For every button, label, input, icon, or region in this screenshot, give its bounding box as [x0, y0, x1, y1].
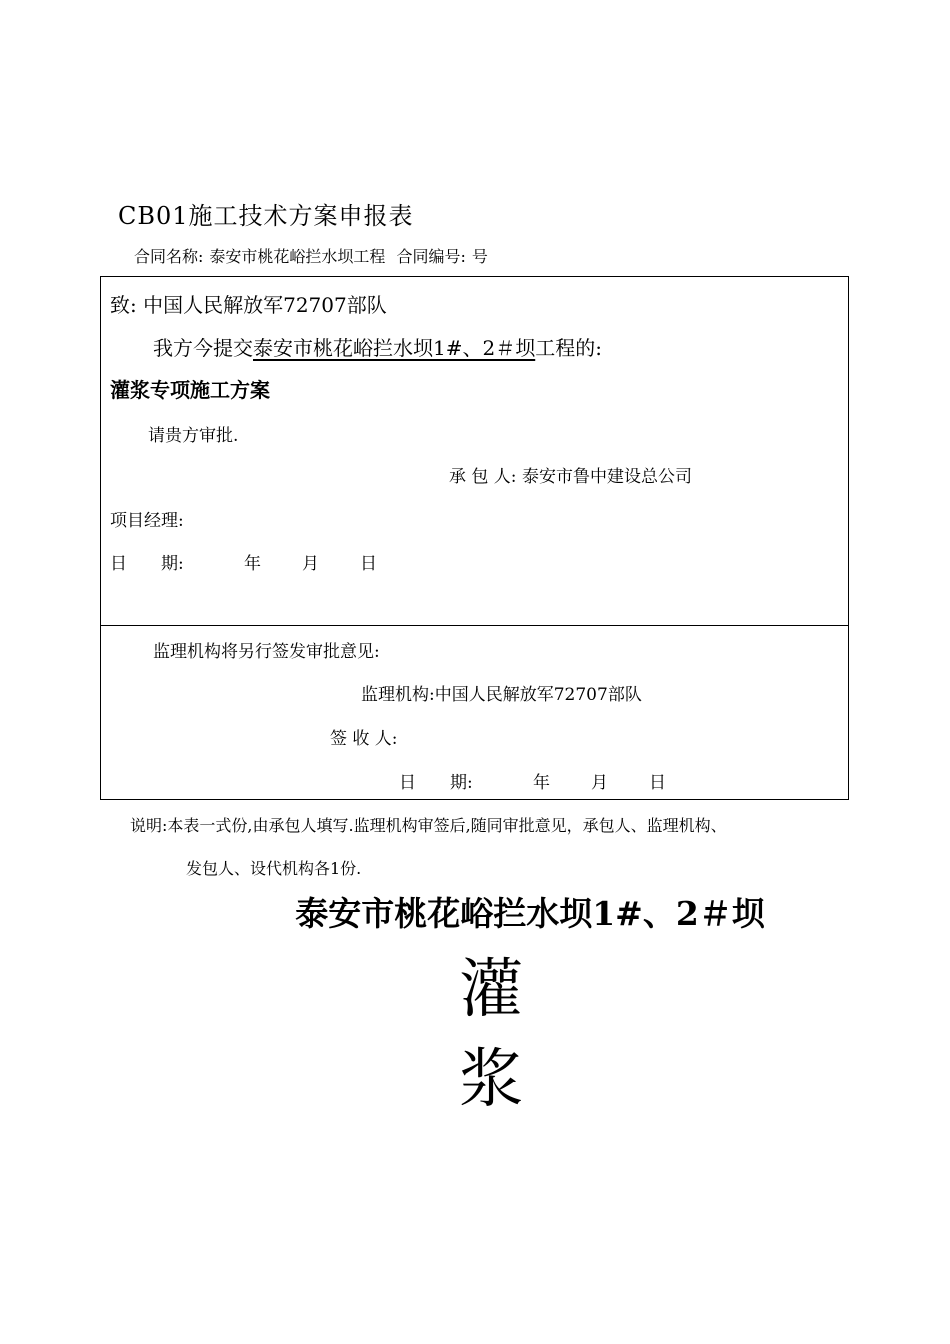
supervision-section — [100, 625, 849, 800]
request-text: 请贵方审批. — [148, 426, 239, 446]
cover-title: 泰安市桃花峪拦水坝1#、2＃坝 — [295, 894, 765, 933]
note-line-1: 说明:本表一式份,由承包人填写.监理机构审签后,随同审批意见，承包人、监理机构、 — [130, 816, 727, 835]
bottom-date-month: 月 — [591, 773, 608, 793]
submission-section — [100, 276, 849, 626]
plan-name: 灌浆专项施工方案 — [110, 378, 270, 402]
cover-char-2: 浆 — [459, 1043, 523, 1117]
date-label: 日 期: — [110, 554, 184, 574]
contract-no: 号 — [471, 247, 488, 266]
project-name: 泰安市桃花峪拦水坝1#、2＃坝 — [253, 336, 536, 360]
form-title: CB01施工技术方案申报表 — [118, 202, 414, 230]
addressee-line — [110, 289, 387, 318]
manager-label: 项目经理: — [110, 511, 184, 531]
opinion-text: 监理机构将另行签发审批意见: — [153, 642, 380, 662]
submit-suffix: 工程的: — [535, 336, 602, 360]
to-label: 致: — [110, 293, 137, 317]
agency-value: 中国人民解放军72707部队 — [434, 685, 642, 705]
date-month: 月 — [302, 554, 319, 574]
contractor-label: 承 包 人: — [449, 467, 517, 487]
to-value: 中国人民解放军72707部队 — [143, 293, 387, 317]
contract-name: 泰安市桃花峪拦水坝工程 — [209, 247, 386, 266]
date-day: 日 — [360, 554, 377, 574]
bottom-date-day: 日 — [649, 773, 666, 793]
contractor-line — [449, 462, 692, 487]
cover-char-1: 灌 — [459, 953, 523, 1027]
contract-info-line — [134, 244, 494, 267]
contract-name-label: 合同名称: — [134, 247, 204, 266]
date-year: 年 — [244, 554, 261, 574]
submit-prefix: 我方今提交 — [153, 336, 253, 360]
contractor-value: 泰安市鲁中建设总公司 — [521, 467, 692, 487]
receiver-label: 签 收 人: — [330, 729, 398, 749]
agency-label: 监理机构: — [361, 685, 435, 705]
agency-line — [361, 680, 642, 705]
note-line-2: 发包人、设代机构各1份. — [186, 859, 362, 878]
contract-no-label: 合同编号: — [396, 247, 466, 266]
bottom-date-label: 日 期: — [399, 773, 473, 793]
submit-line — [153, 332, 602, 361]
bottom-date-year: 年 — [533, 773, 550, 793]
